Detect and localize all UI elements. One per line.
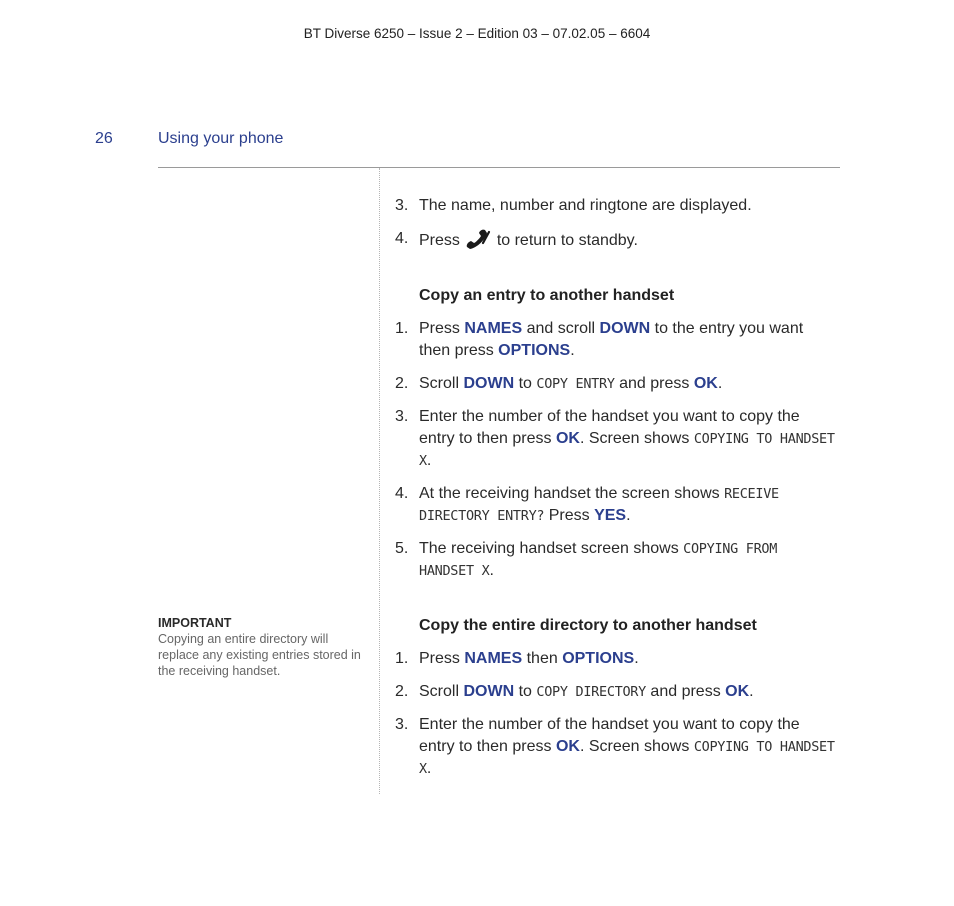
step-text-part: Press [419,232,460,249]
s1-step-1 [395,318,835,362]
s1-step-5 [395,538,835,582]
important-note [158,615,368,679]
key-yes: YES [594,507,627,524]
s1-step-4 [395,483,835,527]
key-ok: OK [555,738,580,755]
key-names: NAMES [464,320,523,337]
display-text: COPYING FROM HANDSET X [419,541,778,579]
display-text: COPY DIRECTORY [536,684,646,700]
note-title: IMPORTANT [158,616,232,630]
key-ok: OK [693,375,718,392]
header-rule [158,167,840,168]
key-down: DOWN [463,683,515,700]
step-text: The receiving handset screen shows COPYING FROM HANDSET X. [419,540,778,579]
section2-heading: Copy the entire directory to another handset [419,617,757,634]
step-text: Press NAMES and scroll DOWN to the entry you want then press OPTIONS. [419,320,804,359]
key-names: NAMES [464,650,523,667]
step-text: Press NAMES then OPTIONS. [419,650,639,667]
step-number: 4. [395,230,409,247]
page-number: 26 [95,130,113,147]
step-number: 1. [395,320,409,337]
s2-step-1 [395,648,835,670]
note-body: Copying an entire directory will replace any existing entries stored in the receiving handset. [158,632,361,678]
step-text: At the receiving handset the screen shows RECEIVE DIRECTORY ENTRY? Press YES. [419,485,779,524]
key-options: OPTIONS [498,342,571,359]
display-text: COPY ENTRY [536,376,615,392]
step-number: 2. [395,375,409,392]
step-number: 3. [395,716,409,733]
document-reference: BT Diverse 6250 – Issue 2 – Edition 03 – 07.02.05 – 6604 [303,26,651,41]
step-number: 5. [395,540,409,557]
step-number: 4. [395,485,409,502]
step-number: 3. [395,408,409,425]
step-text [419,228,835,252]
step-text-part: to return to standby. [496,232,638,249]
key-ok: OK [725,683,750,700]
step-text: Enter the number of the handset you want to copy the entry to then press OK. Screen shows COPYING TO HANDSET X. [419,408,835,469]
step-text: Enter the number of the handset you want to copy the entry to then press OK. Screen shows COPYING TO HANDSET X. [419,716,835,777]
step-3-intro [395,195,835,217]
end-call-icon [464,228,492,250]
step-number: 3. [395,197,409,214]
step-text: The name, number and ringtone are displayed. [419,197,752,214]
key-options: OPTIONS [562,650,635,667]
key-ok: OK [555,430,580,447]
key-down: DOWN [463,375,515,392]
key-down: DOWN [599,320,651,337]
section1-heading: Copy an entry to another handset [419,287,675,304]
step-4-intro [395,228,835,252]
column-divider [379,168,380,794]
section-title: Using your phone [158,130,284,147]
step-text: Scroll DOWN to COPY DIRECTORY and press OK. [419,683,754,700]
s1-step-3 [395,406,835,472]
step-text: Scroll DOWN to COPY ENTRY and press OK. [419,375,723,392]
s2-step-2 [395,681,835,703]
s2-step-3 [395,714,835,780]
display-text: COPYING TO HANDSET X [419,431,835,469]
step-number: 2. [395,683,409,700]
display-text: RECEIVE DIRECTORY ENTRY? [419,486,779,524]
step-number: 1. [395,650,409,667]
s1-step-2 [395,373,835,395]
display-text: COPYING TO HANDSET X [419,739,835,777]
instructions-column [395,195,835,791]
